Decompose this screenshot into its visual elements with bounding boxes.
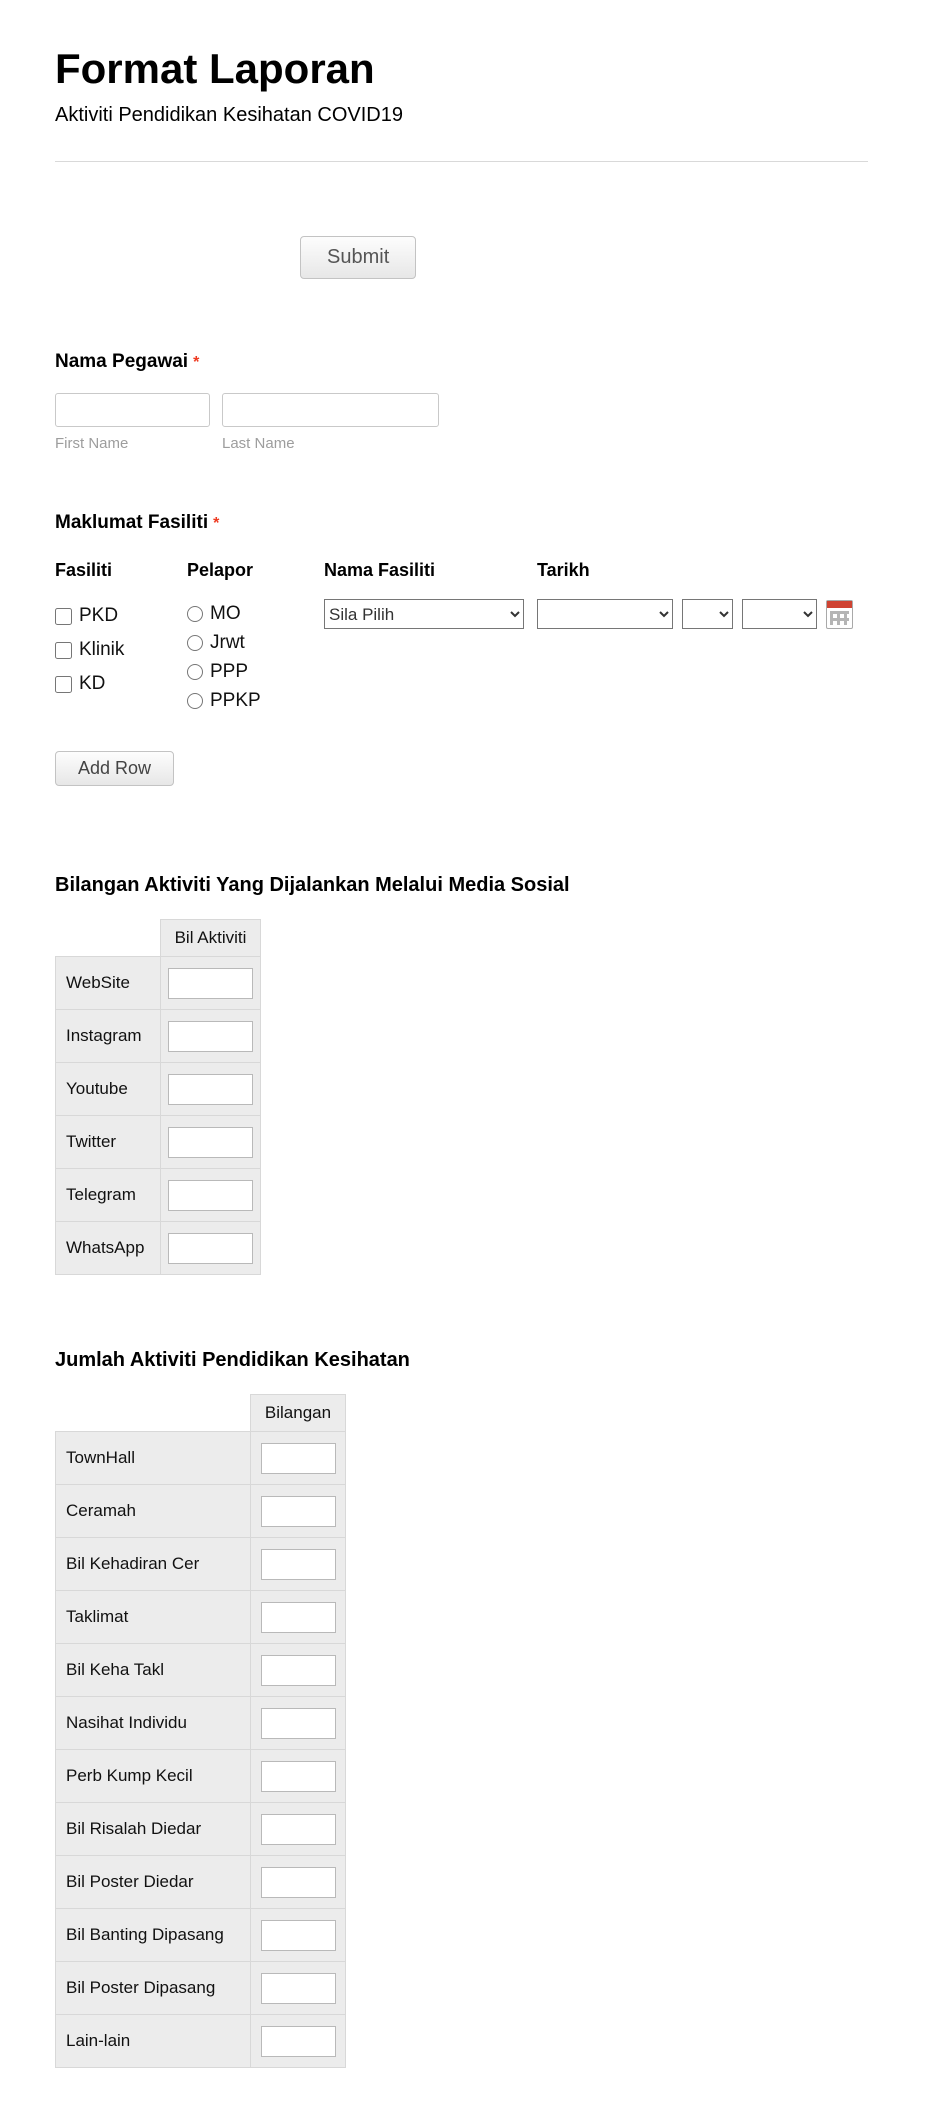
input-cell	[251, 1538, 346, 1591]
pelapor-option-ppp[interactable]	[187, 657, 324, 686]
table-row	[56, 1591, 346, 1644]
table-row	[56, 1644, 346, 1697]
name-sublabels-row	[55, 435, 868, 452]
bil-input-telegram[interactable]	[168, 1180, 253, 1211]
table-header-row	[56, 1395, 346, 1432]
pelapor-option-jrwt[interactable]	[187, 628, 324, 657]
table-header-row	[56, 920, 261, 957]
pelapor-option-mo[interactable]	[187, 599, 324, 628]
bilangan-input-ceramah[interactable]	[261, 1496, 336, 1527]
calendar-icon-header	[827, 601, 852, 608]
row-label-bil-poster-dipasang: Bil Poster Dipasang	[56, 1962, 251, 2015]
row-label-bil-risalah-diedar: Bil Risalah Diedar	[56, 1803, 251, 1856]
required-asterisk: *	[213, 515, 220, 533]
pelapor-options-group	[187, 599, 324, 715]
nama-fasiliti-select[interactable]	[324, 599, 524, 629]
table-corner-cell	[56, 1395, 251, 1432]
maklumat-fasiliti-label: Maklumat Fasiliti	[55, 512, 209, 534]
tarikh-month-select[interactable]	[537, 599, 673, 629]
bil-input-website[interactable]	[168, 968, 253, 999]
bilangan-input-nasihat-individu[interactable]	[261, 1708, 336, 1739]
row-label-telegram: Telegram	[56, 1169, 161, 1222]
input-cell	[161, 957, 261, 1010]
fasiliti-option-kd[interactable]	[55, 667, 187, 701]
row-label-bil-keha-takl: Bil Keha Takl	[56, 1644, 251, 1697]
tarikh-cell	[537, 599, 868, 629]
first-name-field[interactable]	[55, 393, 210, 427]
input-cell	[251, 1432, 346, 1485]
submit-row	[55, 236, 868, 279]
jumlah-aktiviti-table	[55, 1394, 346, 2068]
table-row	[56, 1538, 346, 1591]
row-label-ceramah: Ceramah	[56, 1485, 251, 1538]
bilangan-input-perb-kump-kecil[interactable]	[261, 1761, 336, 1792]
maklumat-fasiliti-label-row	[55, 512, 868, 534]
table-row	[56, 1169, 261, 1222]
fasiliti-option-klinik[interactable]	[55, 633, 187, 667]
add-row-button[interactable]: Add Row	[55, 751, 174, 786]
fasiliti-options-group	[55, 599, 187, 701]
table-row	[56, 1856, 346, 1909]
table-row	[56, 957, 261, 1010]
radio-label: PPKP	[210, 689, 261, 711]
calendar-icon-grid	[830, 611, 849, 625]
column-header-nama-fasiliti: Nama Fasiliti	[324, 560, 436, 581]
mo-radio[interactable]	[187, 606, 203, 622]
nama-fasiliti-cell	[324, 599, 537, 629]
bilangan-input-bil-banting-dipasang[interactable]	[261, 1920, 336, 1951]
kd-checkbox[interactable]	[55, 676, 72, 693]
media-sosial-table	[55, 919, 261, 1275]
table-row	[56, 1803, 346, 1856]
nama-pegawai-label: Nama Pegawai	[55, 351, 189, 373]
bilangan-input-bil-poster-diedar[interactable]	[261, 1867, 336, 1898]
column-header-pelapor: Pelapor	[187, 560, 254, 581]
required-asterisk: *	[193, 354, 200, 372]
bil-input-whatsapp[interactable]	[168, 1233, 253, 1264]
name-inputs-row	[55, 393, 868, 427]
row-label-website: WebSite	[56, 957, 161, 1010]
nama-pegawai-label-row	[55, 351, 868, 373]
input-cell	[251, 1909, 346, 1962]
input-cell	[161, 1169, 261, 1222]
pelapor-option-ppkp[interactable]	[187, 686, 324, 715]
radio-label: Jrwt	[210, 631, 245, 653]
table-row	[56, 1063, 261, 1116]
input-cell	[251, 1750, 346, 1803]
tarikh-day-select[interactable]	[682, 599, 733, 629]
table-row	[56, 1010, 261, 1063]
bil-aktiviti-column-header: Bil Aktiviti	[161, 920, 261, 957]
column-header-tarikh: Tarikh	[537, 560, 590, 581]
row-label-townhall: TownHall	[56, 1432, 251, 1485]
media-sosial-heading: Bilangan Aktiviti Yang Dijalankan Melalui Media Sosial	[55, 874, 570, 897]
ppkp-radio[interactable]	[187, 693, 203, 709]
bilangan-input-bil-risalah-diedar[interactable]	[261, 1814, 336, 1845]
row-label-bil-banting-dipasang: Bil Banting Dipasang	[56, 1909, 251, 1962]
page-subtitle: Aktiviti Pendidikan Kesihatan COVID19	[55, 104, 403, 127]
last-name-field[interactable]	[222, 393, 439, 427]
bil-input-instagram[interactable]	[168, 1021, 253, 1052]
table-row	[56, 1116, 261, 1169]
jumlah-aktiviti-heading: Jumlah Aktiviti Pendidikan Kesihatan	[55, 1349, 410, 1372]
table-row	[56, 1962, 346, 2015]
page-title: Format Laporan	[55, 45, 375, 92]
maklumat-fasiliti-section	[55, 512, 868, 786]
bilangan-input-bil-poster-dipasang[interactable]	[261, 1973, 336, 2004]
input-cell	[251, 1697, 346, 1750]
table-row	[56, 1909, 346, 1962]
add-row-container	[55, 751, 868, 786]
bilangan-input-taklimat[interactable]	[261, 1602, 336, 1633]
table-row	[56, 1750, 346, 1803]
header-divider	[55, 161, 868, 162]
row-label-youtube: Youtube	[56, 1063, 161, 1116]
table-row	[56, 1697, 346, 1750]
table-row	[56, 1432, 346, 1485]
row-label-whatsapp: WhatsApp	[56, 1222, 161, 1275]
input-cell	[251, 1856, 346, 1909]
first-name-sublabel: First Name	[55, 435, 129, 453]
input-cell	[251, 1644, 346, 1697]
checkbox-label: KD	[79, 673, 106, 695]
input-cell	[251, 1803, 346, 1856]
bilangan-column-header: Bilangan	[251, 1395, 346, 1432]
fasiliti-grid	[55, 560, 868, 715]
bil-input-youtube[interactable]	[168, 1074, 253, 1105]
last-name-sublabel: Last Name	[222, 435, 295, 453]
checkbox-label: Klinik	[79, 639, 125, 661]
fasiliti-option-pkd[interactable]	[55, 599, 187, 633]
input-cell	[251, 1485, 346, 1538]
submit-button[interactable]: Submit	[300, 236, 416, 279]
row-label-perb-kump-kecil: Perb Kump Kecil	[56, 1750, 251, 1803]
row-label-bil-kehadiran-cer: Bil Kehadiran Cer	[56, 1538, 251, 1591]
bilangan-input-townhall[interactable]	[261, 1443, 336, 1474]
checkbox-label: PKD	[79, 605, 119, 627]
calendar-icon[interactable]	[826, 600, 853, 629]
bilangan-input-bil-kehadiran-cer[interactable]	[261, 1549, 336, 1580]
input-cell	[251, 1962, 346, 2015]
row-label-twitter: Twitter	[56, 1116, 161, 1169]
input-cell	[161, 1010, 261, 1063]
bilangan-input-bil-keha-takl[interactable]	[261, 1655, 336, 1686]
table-row	[56, 1485, 346, 1538]
input-cell	[161, 1116, 261, 1169]
table-row	[56, 2015, 346, 2068]
input-cell	[161, 1222, 261, 1275]
nama-pegawai-section	[55, 351, 868, 452]
table-corner-cell	[56, 920, 161, 957]
pkd-checkbox[interactable]	[55, 608, 72, 625]
column-header-fasiliti: Fasiliti	[55, 560, 113, 581]
input-cell	[161, 1063, 261, 1116]
row-label-taklimat: Taklimat	[56, 1591, 251, 1644]
radio-label: MO	[210, 602, 241, 624]
input-cell	[251, 2015, 346, 2068]
jrwt-radio[interactable]	[187, 635, 203, 651]
tarikh-year-select[interactable]	[742, 599, 817, 629]
klinik-checkbox[interactable]	[55, 642, 72, 659]
bilangan-input-lain-lain[interactable]	[261, 2026, 336, 2057]
row-label-nasihat-individu: Nasihat Individu	[56, 1697, 251, 1750]
input-cell	[251, 1591, 346, 1644]
radio-label: PPP	[210, 660, 249, 682]
bil-input-twitter[interactable]	[168, 1127, 253, 1158]
row-label-lain-lain: Lain-lain	[56, 2015, 251, 2068]
table-row	[56, 1222, 261, 1275]
row-label-bil-poster-diedar: Bil Poster Diedar	[56, 1856, 251, 1909]
row-label-instagram: Instagram	[56, 1010, 161, 1063]
ppp-radio[interactable]	[187, 664, 203, 680]
